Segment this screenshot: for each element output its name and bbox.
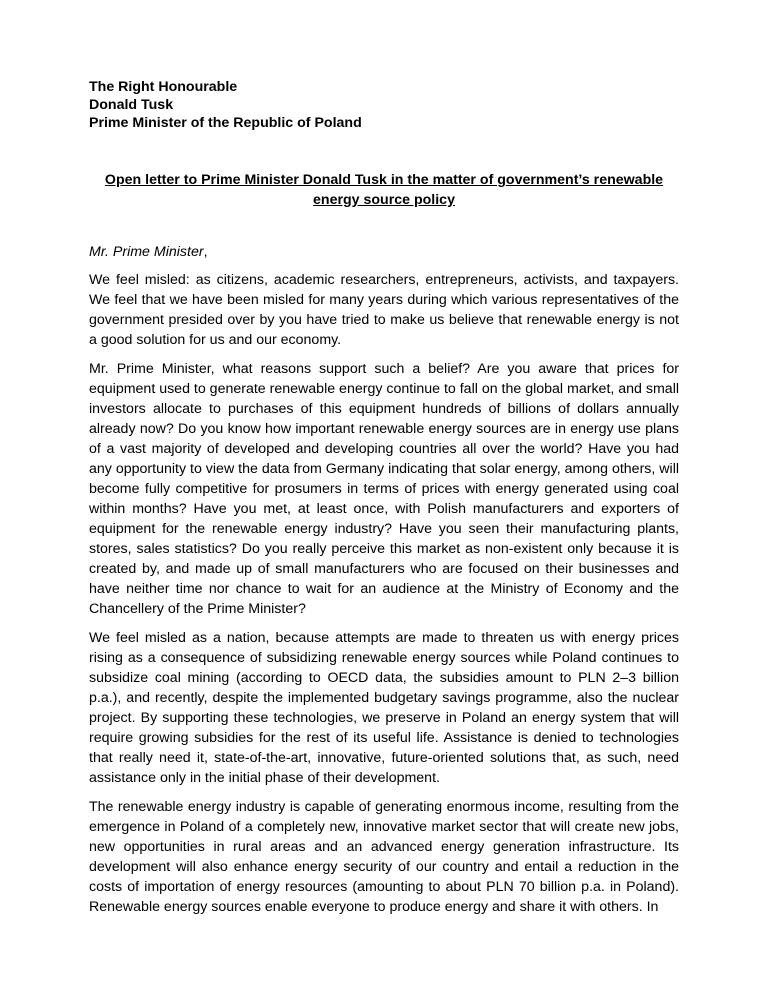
addressee-block — [89, 78, 679, 132]
salutation-text: Mr. Prime Minister — [89, 244, 204, 260]
paragraph-4: The renewable energy industry is capable of generating enormous income, resulting from the emergence in Poland of a completely new, innovative market sector that will create new jobs, new opportunities in rural areas and an advanced energy generation infrastructure. Its development will also enhance energy security of our country and entail a reduction in the costs of importation of energy resources (amounting to about PLN 70 billion p.a. in Poland). Renewable energy sources enable everyone to produce energy and share it with others. In — [89, 799, 679, 915]
addressee-honorific: The Right Honourable — [89, 79, 238, 95]
paragraph-1: We feel misled: as citizens, academic researchers, entrepreneurs, activists, and taxpayers. We feel that we have been misled for many years during which various representatives of the government presided over by you have tried to make us believe that renewable energy is not a good solution for us and our economy. — [89, 272, 679, 348]
letter-body — [89, 78, 679, 917]
salutation-punctuation: , — [203, 244, 208, 260]
addressee-name: Donald Tusk — [89, 97, 174, 113]
salutation — [89, 242, 679, 262]
paragraph-2: Mr. Prime Minister, what reasons support such a belief? Are you aware that prices for equipment used to generate renewable energy continue to fall on the global market, and small investors allocate to purchases of this equipment hundreds of billions of dollars annually already now? Do you know how important renewable energy sources are in energy use plans of a vast majority of developed and developing countries all over the world? Have you had any opportunity to view the data from Germany indicating that solar energy, among others, will become fully competitive for prosumers in terms of prices with energy generated using coal within months? Have you met, at least once, with Polish manufacturers and exporters of equipment for the renewable energy industry? Have you seen their manufacturing plants, stores, sales statistics? Do you really perceive this market as non-existent only because it is created by, and made up of small manufacturers who are focused on their businesses and have neither time nor chance to wait for an audience at the Ministry of Economy and the Chancellery of the Prime Minister? — [89, 361, 679, 617]
addressee-title: Prime Minister of the Republic of Poland — [89, 115, 362, 131]
paragraph-3: We feel misled as a nation, because attempts are made to threaten us with energy prices rising as a consequence of subsidizing renewable energy sources while Poland continues to subsidize coal mining (according to OECD data, the subsidies amount to PLN 2–3 billion p.a.), and recently, despite the implemented budgetary savings programme, also the nuclear project. By supporting these technologies, we preserve in Poland an energy system that will require growing subsidies for the rest of its useful life. Assistance is denied to technologies that really need it, state-of-the-art, innovative, future-oriented solutions that, as such, need assistance only in the initial phase of their development. — [89, 630, 679, 786]
letter-subject: Open letter to Prime Minister Donald Tusk in the matter of government’s renewable energy source policy — [104, 172, 664, 208]
